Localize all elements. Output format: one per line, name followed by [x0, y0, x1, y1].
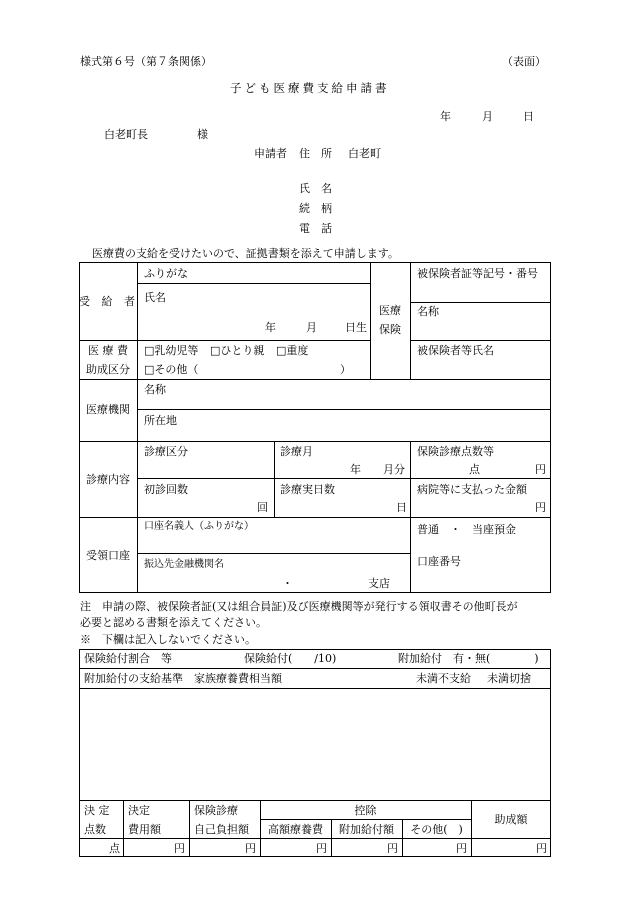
treatment-month-label: 診療月	[280, 445, 313, 458]
recipient-furigana-label: ふりがな	[144, 267, 188, 280]
application-table	[79, 262, 551, 593]
treatment-category-label: 診療区分	[144, 445, 188, 458]
address-value: 白老町	[348, 147, 381, 160]
additional-standard-label: 附加給付の支給基準 家族療養費相当額	[84, 672, 282, 685]
yen-unit-self-pay: 円	[245, 842, 256, 855]
decided-cost-label-1: 決定	[128, 804, 150, 817]
decided-points-label-1: 決 定	[84, 804, 110, 817]
applicant-label: 申請者	[254, 147, 287, 160]
insurance-label-2: 保険	[379, 323, 401, 336]
yen-unit-subsidy: 円	[536, 842, 547, 855]
insured-symbol-label: 被保険者証等記号・番号	[417, 267, 538, 280]
form-number: 様式第６号（第７条関係）	[80, 55, 212, 68]
honorific: 様	[197, 128, 208, 141]
account-type: 普通 ・ 当座預金	[417, 523, 516, 536]
self-pay-label-1: 保険診療	[194, 804, 238, 817]
addressee: 白老町長	[104, 128, 148, 141]
account-number-label: 口座番号	[417, 555, 461, 568]
yen-unit-other: 円	[456, 842, 467, 855]
treatment-month-unit: 月分	[383, 463, 405, 476]
insurance-label-1: 医療	[379, 304, 401, 317]
insurance-points-label: 保険診療点数等	[417, 445, 494, 458]
decided-cost-label-2: 費用額	[128, 823, 161, 836]
branch-label: 支店	[368, 577, 390, 590]
treatment-label: 診療内容	[86, 473, 130, 486]
under-rounded-label: 未満切捨	[487, 672, 531, 685]
under-not-paid-label: 未満不支給	[416, 672, 471, 685]
subsidy-label-2: 助成区分	[86, 363, 130, 376]
days-unit: 日	[396, 501, 407, 514]
institution-label: 医療機関	[86, 403, 130, 416]
times-unit: 回	[257, 501, 268, 514]
paid-amount-label: 病院等に支払った金額	[417, 483, 527, 496]
subsidy-option-severe[interactable]: □重度	[276, 344, 309, 357]
note-line-2: 必要と認める書類を添えてください。	[80, 616, 267, 629]
actual-days-label: 診療実日数	[280, 483, 335, 496]
bank-name-label: 振込先金融機関名	[144, 559, 224, 570]
self-pay-label-2: 自己負担額	[194, 823, 249, 836]
points-unit: 点	[469, 463, 480, 476]
subsidy-label-1: 医 療 費	[88, 344, 128, 357]
additional-amount-label: 附加給付額	[339, 823, 394, 836]
deduction-label: 控除	[354, 804, 377, 817]
insurance-benefit-label: 保険給付( /10)	[244, 652, 337, 665]
subsidy-option-single-parent[interactable]: □ひとり親	[210, 344, 265, 357]
institution-name-label: 名称	[144, 383, 166, 396]
address-label: 住 所	[299, 147, 332, 160]
date-month: 月	[482, 110, 493, 123]
paid-yen-unit: 円	[535, 501, 546, 514]
account-holder-label: 口座名義人（ふりがな）	[144, 521, 254, 532]
bank-separator: ・	[282, 577, 293, 590]
benefit-ratio-label: 保険給付割合 等	[84, 652, 172, 665]
recipient-label: 受 給 者	[79, 295, 139, 308]
yen-unit-additional: 円	[387, 842, 398, 855]
yen-unit-high-cost: 円	[316, 842, 327, 855]
subsidy-option-other-close: ）	[340, 363, 351, 376]
recipient-name-label: 氏名	[144, 291, 166, 304]
high-cost-label: 高額療養費	[268, 823, 323, 836]
additional-benefit-label: 附加給付 有・無( )	[398, 652, 539, 665]
date-day: 日	[523, 110, 534, 123]
insured-person-label: 被保険者等氏名	[417, 344, 494, 357]
relation-label: 続 柄	[299, 202, 332, 215]
birth-month: 月	[306, 321, 317, 334]
note-line-1: 注 申請の際、被保険者証(又は組合員証)及び医療機関等が発行する領収書その他町長が	[80, 600, 518, 613]
side-label: （表面）	[502, 55, 546, 68]
points-yen-unit: 円	[535, 463, 546, 476]
insurer-name-label: 名称	[417, 305, 439, 318]
subsidy-option-infant[interactable]: □乳幼児等	[144, 344, 199, 357]
application-statement: 医療費の支給を受けたいので、証拠書類を添えて申請します。	[92, 247, 399, 260]
note-line-3: ※ 下欄は記入しないでください。	[80, 633, 256, 646]
decided-points-label-2: 点数	[84, 823, 106, 836]
document-title: 子ども医療費支給申請書	[230, 81, 390, 95]
birth-day: 日生	[345, 321, 367, 334]
yen-unit-cost: 円	[174, 842, 185, 855]
treatment-year-unit: 年	[350, 463, 361, 476]
birth-year: 年	[265, 321, 276, 334]
subsidy-option-other[interactable]: □その他（	[144, 363, 199, 376]
other-deduction-label: その他( )	[410, 823, 463, 836]
date-year: 年	[440, 110, 451, 123]
phone-label: 電 話	[299, 222, 332, 235]
first-visits-label: 初診回数	[144, 483, 188, 496]
points-unit-office: 点	[109, 842, 120, 855]
applicant-name-label: 氏 名	[299, 182, 332, 195]
subsidy-amount-label: 助成額	[494, 813, 528, 826]
institution-address-label: 所在地	[144, 414, 177, 427]
account-label: 受領口座	[86, 549, 130, 562]
